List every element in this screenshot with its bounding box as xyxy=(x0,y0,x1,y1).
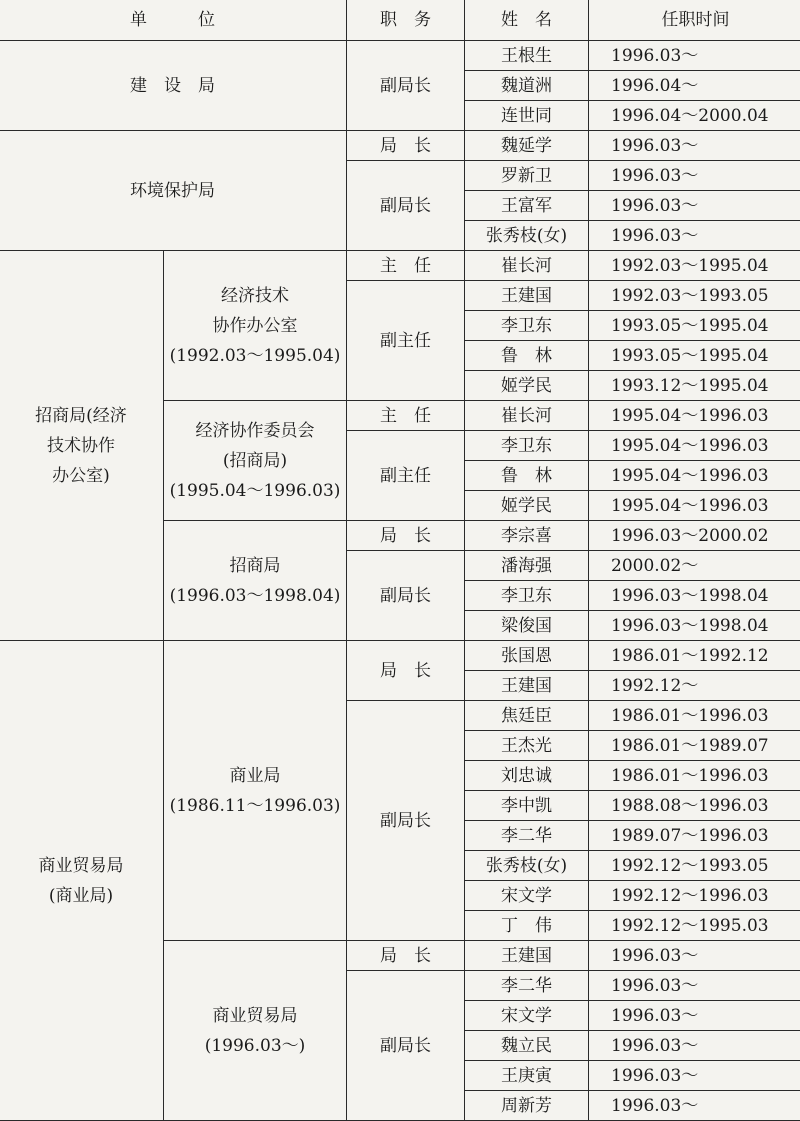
name-cell: 王富军 xyxy=(465,191,589,221)
position-cell: 局 长 xyxy=(347,131,465,161)
position-cell: 局 长 xyxy=(347,941,465,971)
name-cell: 王杰光 xyxy=(465,731,589,761)
term-cell: 1996.03～ xyxy=(589,1001,800,1031)
name-cell: 李宗喜 xyxy=(465,521,589,551)
subunit-cell: 招商局 (1996.03～1998.04) xyxy=(164,521,347,641)
term-cell: 1992.03～1993.05 xyxy=(589,281,800,311)
name-cell: 李二华 xyxy=(465,971,589,1001)
name-cell: 魏延学 xyxy=(465,131,589,161)
subunit-cell: 商业局 (1986.11～1996.03) xyxy=(164,641,347,941)
term-cell: 1989.07～1996.03 xyxy=(589,821,800,851)
term-cell: 1992.12～1993.05 xyxy=(589,851,800,881)
name-cell: 崔长河 xyxy=(465,401,589,431)
term-cell: 1986.01～1989.07 xyxy=(589,731,800,761)
name-cell: 魏立民 xyxy=(465,1031,589,1061)
unit-cell: 招商局(经济 技术协作 办公室) xyxy=(0,251,164,641)
header-term: 任职时间 xyxy=(589,0,800,41)
name-cell: 梁俊国 xyxy=(465,611,589,641)
term-cell: 1996.03～ xyxy=(589,41,800,71)
table-row xyxy=(0,641,800,671)
term-cell: 1986.01～1992.12 xyxy=(589,641,800,671)
name-cell: 李卫东 xyxy=(465,581,589,611)
term-cell: 1996.03～ xyxy=(589,1091,800,1121)
unit-cell: 环境保护局 xyxy=(0,131,347,251)
term-cell: 1988.08～1996.03 xyxy=(589,791,800,821)
term-cell: 1992.12～ xyxy=(589,671,800,701)
position-cell: 局 长 xyxy=(347,521,465,551)
term-cell: 1996.03～ xyxy=(589,1061,800,1091)
subunit-cell: 经济协作委员会 (招商局) (1995.04～1996.03) xyxy=(164,401,347,521)
name-cell: 姬学民 xyxy=(465,371,589,401)
name-cell: 焦廷臣 xyxy=(465,701,589,731)
name-cell: 王建国 xyxy=(465,941,589,971)
term-cell: 1992.12～1995.03 xyxy=(589,911,800,941)
term-cell: 1992.12～1996.03 xyxy=(589,881,800,911)
subunit-cell: 商业贸易局 (1996.03～) xyxy=(164,941,347,1121)
name-cell: 王建国 xyxy=(465,671,589,701)
position-cell: 副局长 xyxy=(347,41,465,131)
name-cell: 鲁 林 xyxy=(465,341,589,371)
term-cell: 1986.01～1996.03 xyxy=(589,761,800,791)
name-cell: 罗新卫 xyxy=(465,161,589,191)
term-cell: 1995.04～1996.03 xyxy=(589,431,800,461)
term-cell: 1996.03～1998.04 xyxy=(589,581,800,611)
name-cell: 王庚寅 xyxy=(465,1061,589,1091)
name-cell: 刘忠诚 xyxy=(465,761,589,791)
header-position: 职 务 xyxy=(347,0,465,41)
term-cell: 1996.03～ xyxy=(589,161,800,191)
name-cell: 李中凯 xyxy=(465,791,589,821)
position-cell: 主 任 xyxy=(347,251,465,281)
position-cell: 副局长 xyxy=(347,701,465,941)
name-cell: 李卫东 xyxy=(465,431,589,461)
name-cell: 张秀枝(女) xyxy=(465,221,589,251)
name-cell: 李二华 xyxy=(465,821,589,851)
name-cell: 丁 伟 xyxy=(465,911,589,941)
position-cell: 局 长 xyxy=(347,641,465,701)
term-cell: 1996.03～1998.04 xyxy=(589,611,800,641)
unit-cell: 商业贸易局 (商业局) xyxy=(0,641,164,1121)
name-cell: 张秀枝(女) xyxy=(465,851,589,881)
term-cell: 1996.04～ xyxy=(589,71,800,101)
name-cell: 潘海强 xyxy=(465,551,589,581)
table-row xyxy=(0,41,800,71)
term-cell: 1995.04～1996.03 xyxy=(589,491,800,521)
name-cell: 张国恩 xyxy=(465,641,589,671)
subunit-cell: 经济技术 协作办公室 (1992.03～1995.04) xyxy=(164,251,347,401)
position-cell: 副主任 xyxy=(347,281,465,401)
unit-cell: 建 设 局 xyxy=(0,41,347,131)
header-name: 姓 名 xyxy=(465,0,589,41)
term-cell: 1996.03～2000.02 xyxy=(589,521,800,551)
table-row xyxy=(0,251,800,281)
header-row xyxy=(0,0,800,41)
term-cell: 1996.03～ xyxy=(589,941,800,971)
term-cell: 1992.03～1995.04 xyxy=(589,251,800,281)
term-cell: 1996.04～2000.04 xyxy=(589,101,800,131)
position-cell: 副局长 xyxy=(347,551,465,641)
header-unit: 单 位 xyxy=(0,0,347,41)
term-cell: 1995.04～1996.03 xyxy=(589,401,800,431)
table-row xyxy=(0,131,800,161)
name-cell: 宋文学 xyxy=(465,881,589,911)
position-cell: 副局长 xyxy=(347,161,465,251)
term-cell: 1993.12～1995.04 xyxy=(589,371,800,401)
position-cell: 主 任 xyxy=(347,401,465,431)
name-cell: 王根生 xyxy=(465,41,589,71)
name-cell: 魏道洲 xyxy=(465,71,589,101)
term-cell: 1996.03～ xyxy=(589,221,800,251)
position-cell: 副主任 xyxy=(347,431,465,521)
name-cell: 宋文学 xyxy=(465,1001,589,1031)
position-cell: 副局长 xyxy=(347,971,465,1121)
name-cell: 鲁 林 xyxy=(465,461,589,491)
name-cell: 崔长河 xyxy=(465,251,589,281)
term-cell: 1993.05～1995.04 xyxy=(589,311,800,341)
name-cell: 周新芳 xyxy=(465,1091,589,1121)
name-cell: 连世同 xyxy=(465,101,589,131)
term-cell: 1986.01～1996.03 xyxy=(589,701,800,731)
term-cell: 2000.02～ xyxy=(589,551,800,581)
term-cell: 1996.03～ xyxy=(589,971,800,1001)
term-cell: 1993.05～1995.04 xyxy=(589,341,800,371)
name-cell: 姬学民 xyxy=(465,491,589,521)
name-cell: 李卫东 xyxy=(465,311,589,341)
name-cell: 王建国 xyxy=(465,281,589,311)
term-cell: 1996.03～ xyxy=(589,191,800,221)
term-cell: 1996.03～ xyxy=(589,131,800,161)
term-cell: 1996.03～ xyxy=(589,1031,800,1061)
term-cell: 1995.04～1996.03 xyxy=(589,461,800,491)
